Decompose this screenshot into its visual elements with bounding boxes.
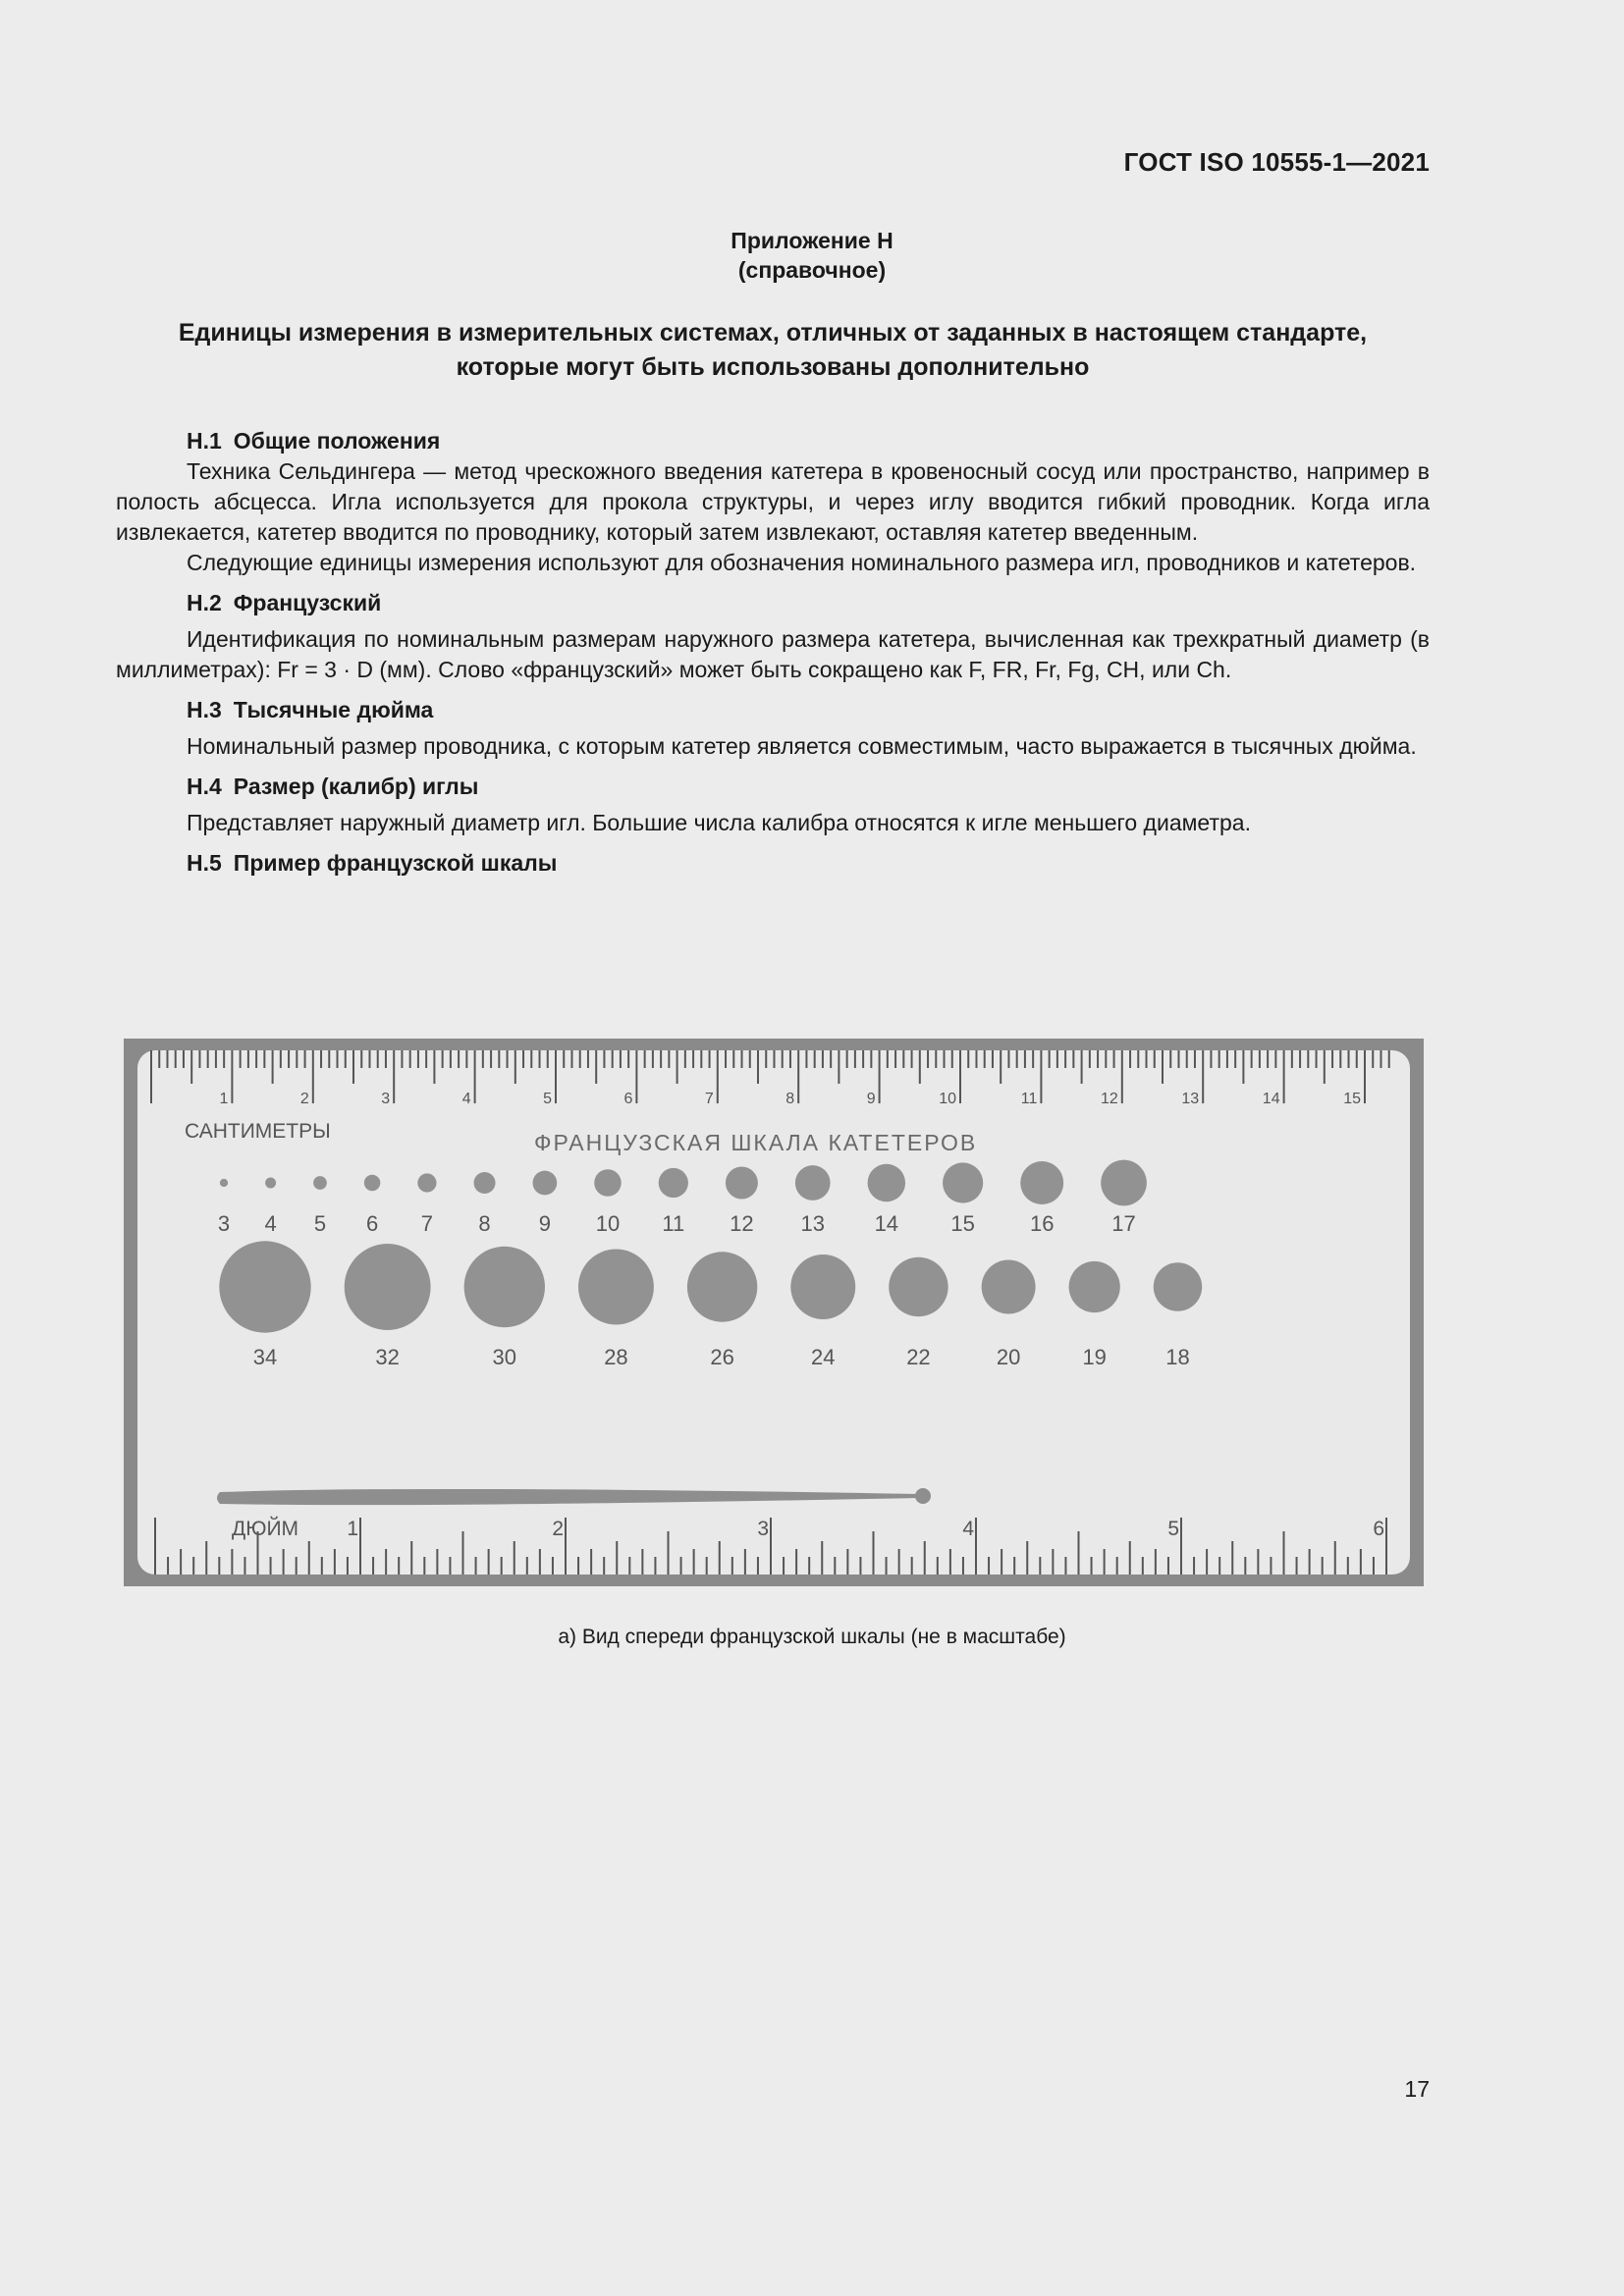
paragraph: Идентификация по номинальным размерам наружного размера катетера, вычисленная как трехкратный диаметр (в миллиметрах): Fr = 3 · D (мм). Слово «французский» может быть сокращено как F, FR, Fr, Fg, CH, или Ch.: [116, 626, 1430, 682]
cm-number: 7: [704, 1091, 714, 1107]
cm-number: 3: [381, 1091, 391, 1107]
hole-label: 26: [710, 1345, 734, 1369]
cm-number: 11: [1020, 1091, 1038, 1107]
hole-label: 17: [1111, 1211, 1136, 1236]
hole-fr-11: [659, 1168, 688, 1198]
cm-number: 5: [543, 1091, 552, 1107]
cm-number: 14: [1262, 1091, 1280, 1107]
hole-label: 4: [264, 1211, 277, 1236]
hole-fr-7: [417, 1173, 436, 1192]
inch-number: 5: [1167, 1518, 1179, 1540]
cm-number: 1: [219, 1091, 229, 1107]
hole-fr-16: [1020, 1161, 1063, 1204]
hole-fr-12: [726, 1167, 758, 1200]
appendix-type: (справочное): [737, 257, 887, 283]
hole-fr-15: [943, 1162, 983, 1202]
hole-label: 28: [604, 1345, 628, 1369]
inch-number: 2: [552, 1518, 564, 1540]
hole-fr-30: [464, 1247, 545, 1327]
appendix-title: Приложение Н: [731, 228, 893, 253]
inch-number: 1: [347, 1518, 358, 1540]
hole-label: 11: [662, 1211, 685, 1236]
hole-label: 7: [420, 1211, 434, 1236]
figure-caption: а) Вид спереди французской шкалы (не в масштабе): [558, 1626, 1066, 1648]
hole-label: 9: [538, 1211, 552, 1236]
section-heading-h1: Н.1 Общие положения: [187, 428, 441, 454]
hole-fr-10: [594, 1169, 621, 1196]
hole-fr-14: [868, 1164, 905, 1201]
cm-number: 2: [299, 1091, 309, 1107]
hole-fr-28: [578, 1250, 654, 1325]
cm-number: 8: [785, 1091, 795, 1107]
hole-label: 16: [1029, 1211, 1055, 1236]
hole-label: 8: [478, 1211, 491, 1236]
french-scale-figure: [124, 1039, 1424, 1586]
hole-label: 34: [252, 1345, 278, 1369]
hole-label: 32: [375, 1345, 400, 1369]
inch-number: 4: [962, 1518, 974, 1540]
paragraph: Следующие единицы измерения используют для обозначения номинального размера игл, проводников и катетеров.: [187, 550, 1417, 575]
hole-label: 5: [313, 1211, 327, 1236]
paragraph: Техника Сельдингера — метод чрескожного введения катетера в кровеносный сосуд или пространство, например в полость абсцесса. Игла используется для прокола структуры, и через иглу вводится гибкий проводник. Когда игла извлекается, катетер вводится по проводнику, который затем извлекают, оставляя катетер введенным.: [116, 458, 1430, 545]
hole-label: 20: [996, 1345, 1021, 1369]
section-heading-h5: Н.5 Пример французской шкалы: [187, 850, 558, 876]
inch-label: ДЮЙМ: [232, 1518, 299, 1540]
hole-fr-32: [345, 1244, 431, 1330]
hole-label: 12: [730, 1211, 754, 1236]
hole-label: 10: [595, 1211, 621, 1236]
scale-title: ФРАНЦУЗСКАЯ ШКАЛА КАТЕТЕРОВ: [534, 1130, 978, 1155]
paragraph: Номинальный размер проводника, с которым катетер является совместимым, часто выражается в тысячных дюйма.: [187, 733, 1417, 759]
hole-fr-8: [474, 1172, 496, 1194]
hole-fr-24: [790, 1255, 855, 1319]
hole-fr-34: [219, 1241, 310, 1332]
cm-number: 6: [623, 1091, 633, 1107]
hole-label: 6: [365, 1211, 379, 1236]
hole-fr-5: [313, 1176, 327, 1190]
section-heading-h4: Н.4 Размер (калибр) иглы: [187, 774, 479, 799]
cm-number: 10: [939, 1091, 956, 1107]
cm-number: 13: [1181, 1091, 1200, 1107]
hole-fr-26: [687, 1252, 757, 1321]
hole-fr-18: [1154, 1262, 1202, 1310]
paragraph: Представляет наружный диаметр игл. Большие числа калибра относятся к игле меньшего диаметра.: [187, 810, 1251, 835]
section-heading-h3: Н.3 Тысячные дюйма: [187, 697, 434, 722]
hole-fr-20: [982, 1260, 1036, 1314]
hole-label: 24: [811, 1345, 836, 1369]
hole-fr-19: [1069, 1261, 1120, 1312]
cm-number: 12: [1101, 1091, 1118, 1107]
hole-label: 13: [800, 1211, 825, 1236]
section-heading-h2: Н.2 Французский: [187, 590, 382, 615]
hole-label: 30: [492, 1345, 517, 1369]
cm-label: САНТИМЕТРЫ: [185, 1120, 331, 1143]
hole-fr-13: [795, 1165, 831, 1201]
hole-label: 3: [217, 1211, 231, 1236]
appendix-heading: [0, 226, 1624, 285]
cm-number: 9: [866, 1091, 876, 1107]
hole-fr-17: [1101, 1160, 1147, 1206]
inch-number: 6: [1373, 1518, 1384, 1540]
french-scale-ruler: [124, 1039, 1424, 1586]
hole-label: 19: [1082, 1345, 1107, 1369]
cm-number: 4: [461, 1091, 471, 1107]
content-body: [116, 426, 1430, 879]
hole-fr-6: [364, 1175, 380, 1191]
hole-label: 15: [950, 1211, 975, 1236]
hole-fr-9: [533, 1171, 558, 1196]
guidewire-tip: [915, 1488, 931, 1504]
hole-label: 18: [1165, 1345, 1190, 1369]
hole-fr-4: [265, 1178, 276, 1189]
hole-fr-22: [889, 1257, 947, 1316]
cm-number: 15: [1343, 1091, 1361, 1107]
hole-label: 22: [906, 1345, 931, 1369]
hole-fr-3: [220, 1179, 228, 1187]
page-number: 17: [1404, 2076, 1430, 2102]
document-code: ГОСТ ISO 10555-1—2021: [1123, 147, 1430, 177]
main-title: Единицы измерения в измерительных системах, отличных от заданных в настоящем стандарте, которые могут быть использованы дополнительно: [178, 319, 1368, 381]
inch-number: 3: [757, 1518, 769, 1540]
hole-label: 14: [874, 1211, 899, 1236]
